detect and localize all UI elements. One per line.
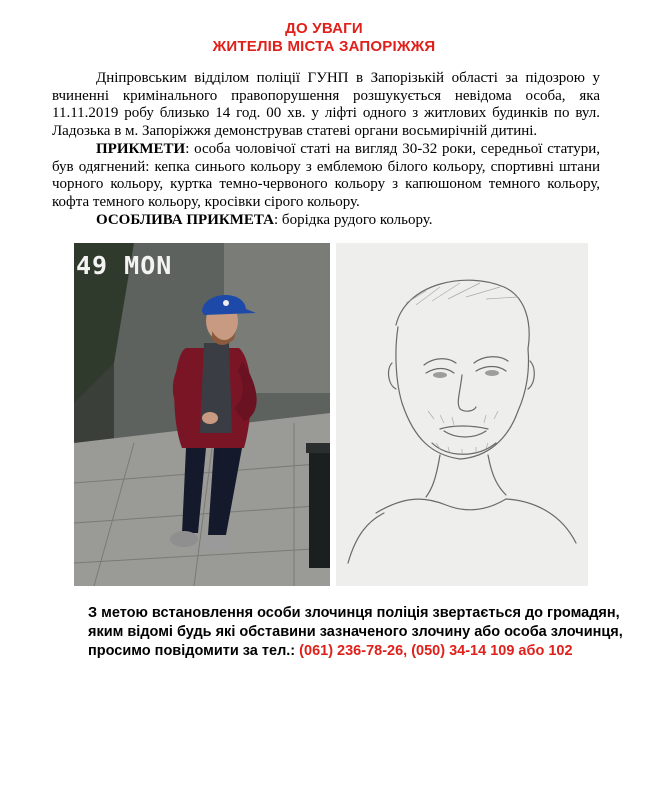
cctv-photo [74, 243, 330, 586]
incident-text: Дніпровським відділом поліції ГУНП в Запорізькій області за підозрою у вчиненні кримінального правопорушення розшукується невідома особа, яка 11.11.2019 робу близько 14 год. 00 хв. у ліфті одного з житлових будинків по вул. Ладозька в м. Запоріжжя демонстрував статеві органи восьмирічній дитині. [52, 70, 600, 139]
appeal-line-1: З метою встановлення особи злочинця поліція звертається до громадян, [88, 605, 620, 621]
cctv-photo-drawing [74, 243, 330, 586]
special-sign-text: : борідка рудого кольору. [274, 212, 433, 228]
notice-title-line1: ДО УВАГИ [285, 20, 363, 37]
signs-label: ПРИКМЕТИ [96, 141, 186, 157]
composite-sketch-drawing [336, 243, 588, 586]
appeal-line-3 [88, 642, 628, 661]
cctv-timestamp: 49 MON [76, 251, 173, 280]
notice-title-line2: ЖИТЕЛІВ МІСТА ЗАПОРІЖЖЯ [212, 38, 436, 55]
signs-text: : особа чоловічої статі на вигляд 30-32 роки, середньої статури, був одягнений: кепка синього кольору з емблемою білого кольору, спортивні штани чорного кольору, куртка темно-червоного кольору з капюшоном темного кольору, кофта темного кольору, кросівки сірого кольору. [52, 141, 600, 210]
appeal-line-2: яким відомі будь які обставини зазначеного злочину або особа злочинця, [88, 624, 623, 640]
composite-sketch [336, 243, 588, 586]
contact-phones: (061) 236-78-26, (050) 34-14 109 або 102 [299, 643, 573, 659]
signs-paragraph [52, 141, 600, 211]
incident-paragraph [52, 70, 600, 140]
special-sign-label: ОСОБЛИВА ПРИКМЕТА [96, 212, 275, 228]
special-sign-paragraph [52, 212, 600, 230]
appeal-prefix: просимо повідомити за тел.: [88, 643, 300, 659]
